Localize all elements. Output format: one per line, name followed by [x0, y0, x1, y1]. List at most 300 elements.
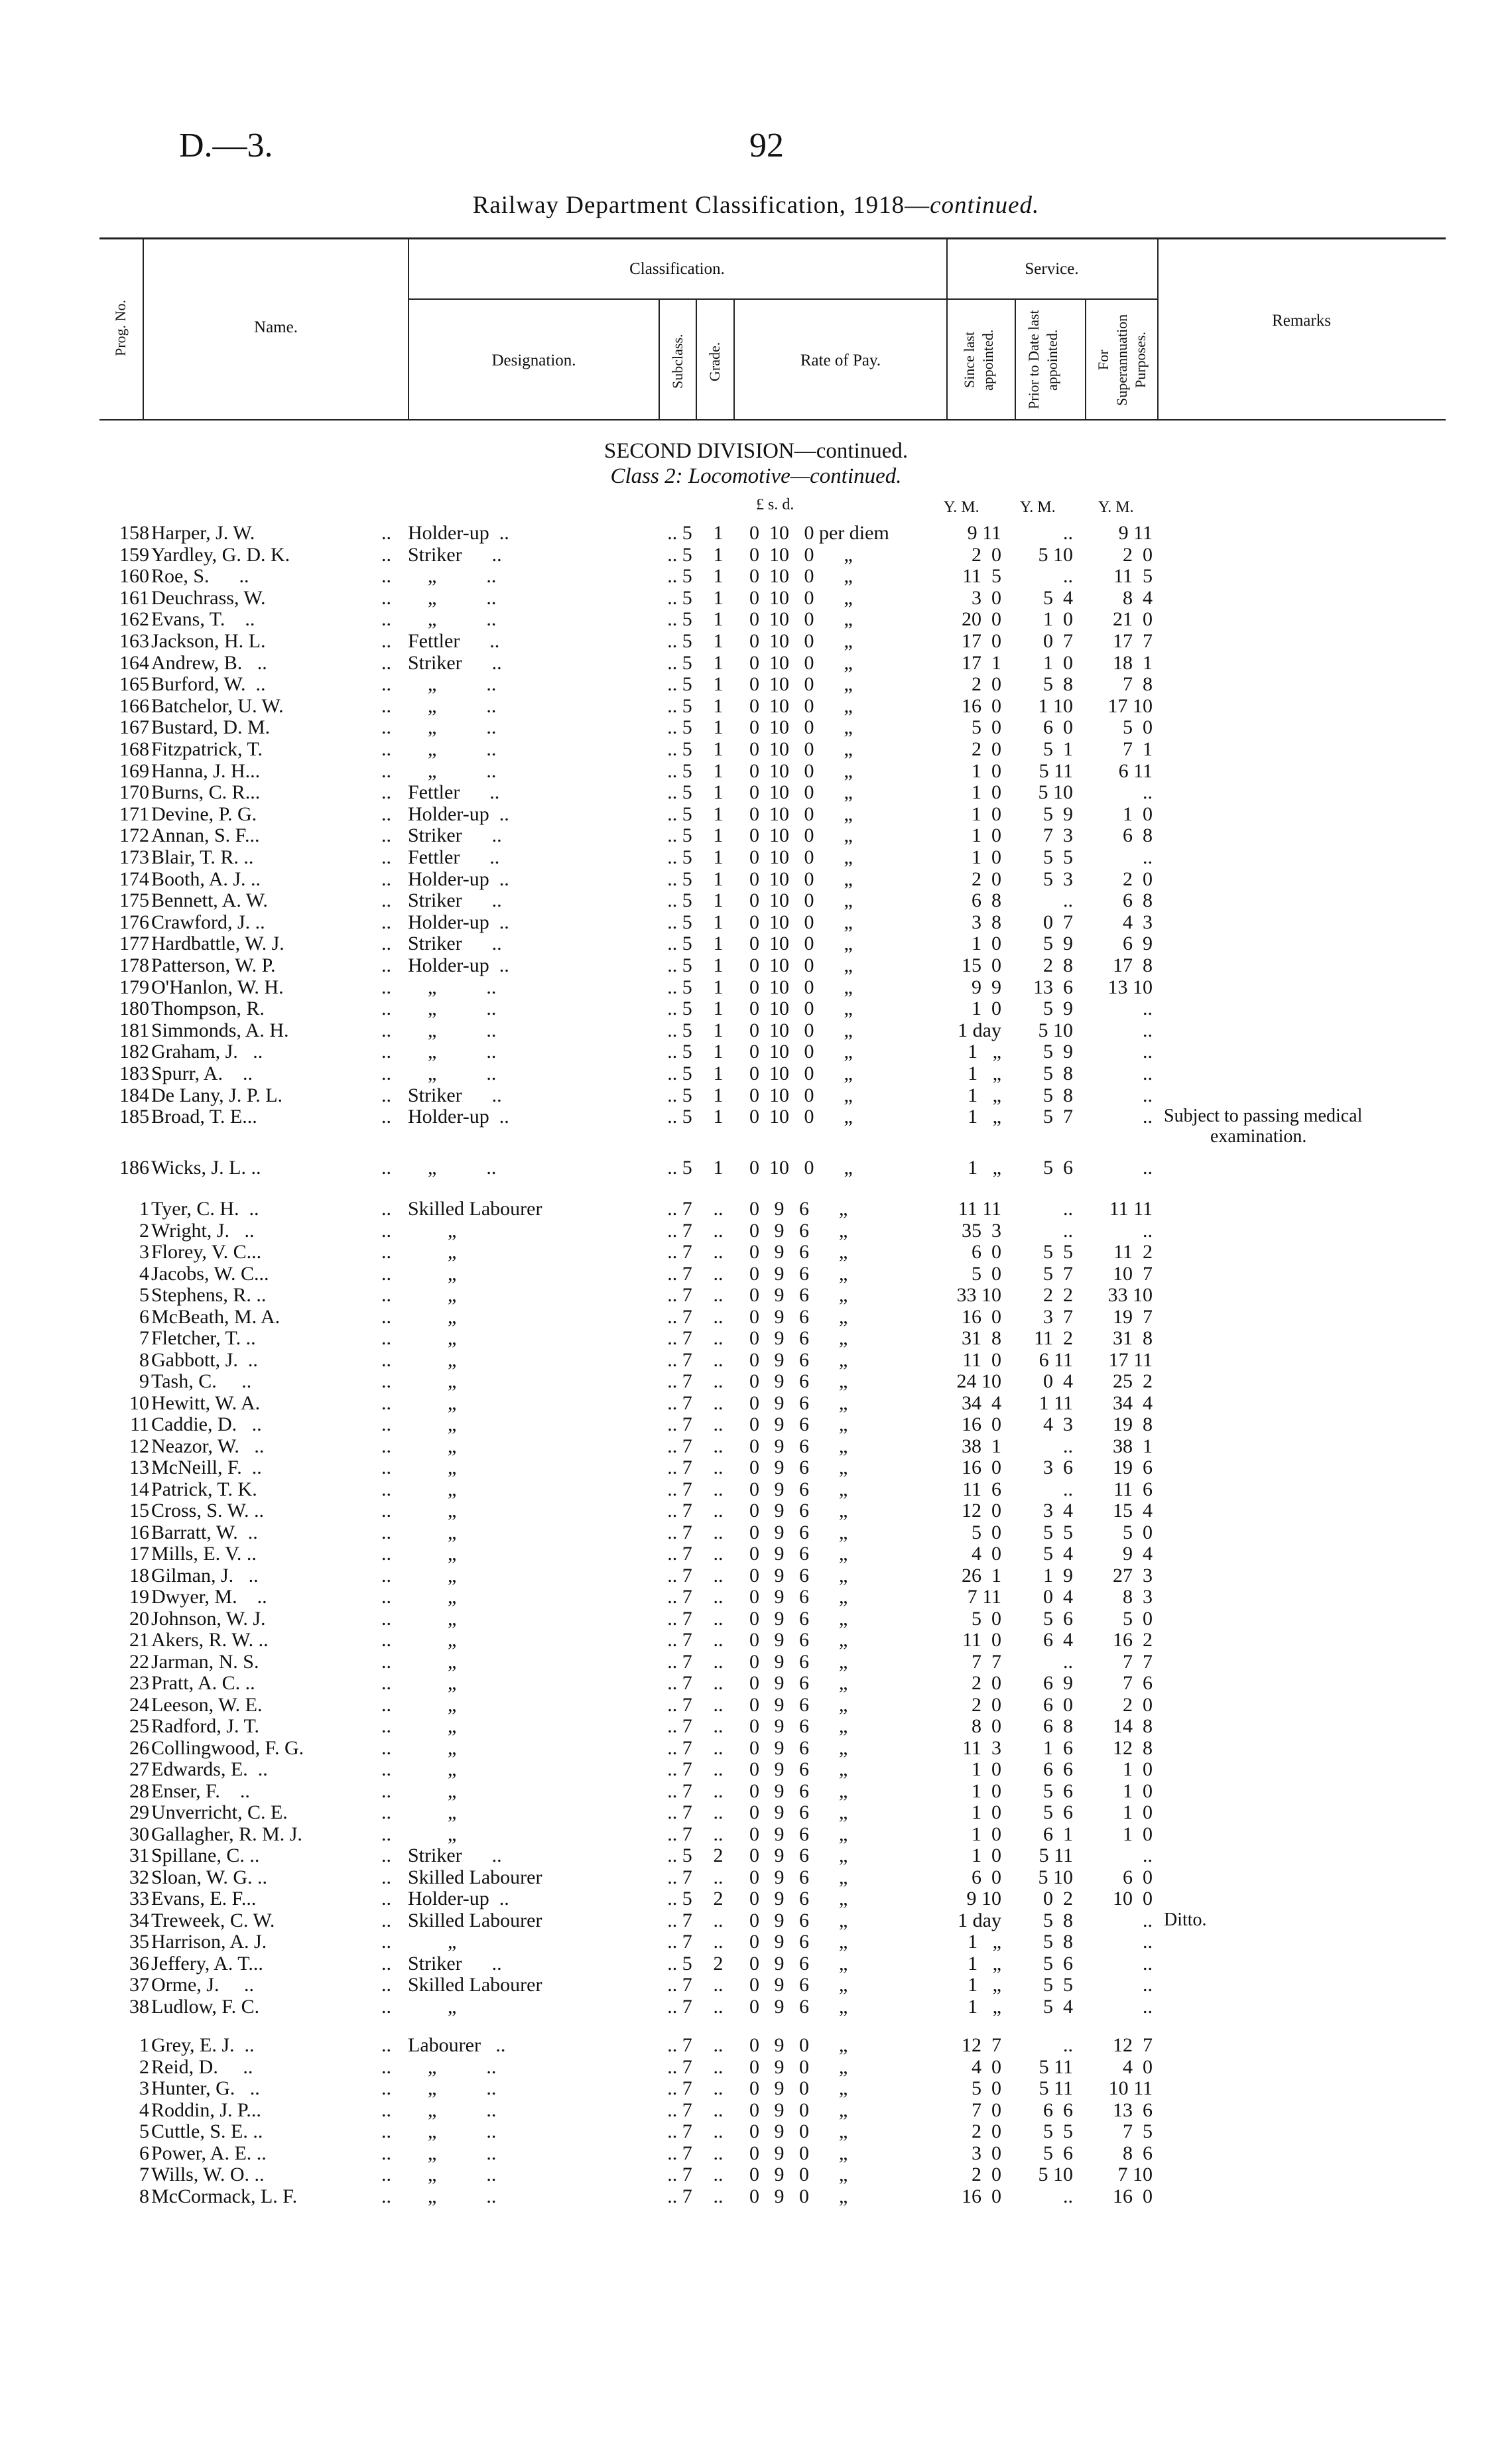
cell-subclass: .. 7 [667, 1931, 692, 1953]
cell-leader-dots: .. [381, 1564, 391, 1586]
cell-prior-to-date: 1 6 [1043, 1736, 1073, 1759]
table-row [0, 1565, 1512, 1586]
cell-since-last-appointed: 1 „ [968, 1084, 1001, 1106]
cell-subclass: .. 7 [667, 1607, 692, 1630]
cell-since-last-appointed: 38 1 [962, 1435, 1001, 1457]
cell-subclass: .. 7 [667, 1758, 692, 1780]
caption-main: Railway Department Classification, 1918— [472, 192, 930, 219]
cell-rate-of-pay: 0 10 0 „ [749, 651, 853, 674]
cell-leader-dots: .. [381, 1672, 391, 1694]
cell-superannuation: 5 0 [1123, 1521, 1153, 1543]
cell-leader-dots: .. [381, 716, 391, 739]
cell-since-last-appointed: 7 11 [967, 1586, 1001, 1608]
cell-superannuation: 12 7 [1113, 2034, 1153, 2056]
cell-name: Neazor, W. .. [151, 1435, 265, 1457]
cell-prog-no: 159 [119, 543, 149, 566]
table-row [0, 695, 1512, 717]
cell-designation: „ [408, 1305, 457, 1328]
cell-name: Tash, C. .. [151, 1370, 252, 1392]
cell-subclass: .. 5 [667, 846, 692, 868]
cell-prog-no: 35 [129, 1931, 149, 1953]
cell-name: Yardley, G. D. K. [151, 543, 290, 566]
cell-name: Jacobs, W. C... [151, 1262, 269, 1285]
cell-rate-of-pay: 0 9 6 „ [749, 1457, 848, 1478]
cell-rate-of-pay: 0 10 0 „ [749, 781, 853, 804]
cell-since-last-appointed: 6 0 [972, 1241, 1001, 1263]
cell-designation: „ .. [408, 759, 497, 782]
cell-leader-dots: .. [381, 1974, 391, 1996]
cell-leader-dots: .. [381, 586, 391, 609]
cell-prog-no: 5 [139, 1284, 149, 1306]
cell-name: Unverricht, C. E. [151, 1801, 288, 1823]
cell-subclass: .. 7 [667, 2185, 692, 2207]
cell-prog-no: 173 [119, 846, 149, 868]
table-row [0, 1586, 1512, 1608]
cell-leader-dots: .. [381, 694, 391, 717]
table-row [0, 954, 1512, 976]
cell-since-last-appointed: 1 day [958, 1019, 1001, 1041]
cell-leader-dots: .. [381, 673, 391, 696]
cell-designation: „ [408, 1823, 457, 1845]
cell-subclass: .. 5 [667, 954, 692, 976]
cell-name: Spillane, C. .. [151, 1845, 260, 1866]
cell-prior-to-date: 5 6 [1043, 1607, 1073, 1630]
cell-superannuation: .. [1143, 1063, 1153, 1084]
cell-prior-to-date: 5 10 [1038, 2164, 1073, 2185]
cell-subclass: .. 5 [667, 543, 692, 566]
cell-prior-to-date: 5 9 [1043, 803, 1073, 825]
cell-rate-of-pay: 0 9 6 „ [749, 1219, 848, 1242]
cell-leader-dots: .. [381, 651, 391, 674]
table-row [0, 976, 1512, 998]
cell-designation: „ [408, 1586, 457, 1608]
cell-prog-no: 32 [129, 1866, 149, 1888]
table-row [0, 1306, 1512, 1328]
table-row [0, 1629, 1512, 1651]
cell-grade: .. [713, 2034, 724, 2056]
cell-prior-to-date: .. [1063, 522, 1073, 544]
cell-rate-of-pay: 0 10 0 „ [749, 586, 853, 609]
cell-name: Patrick, T. K. [151, 1478, 257, 1500]
cell-rate-of-pay: 0 10 0 „ [749, 694, 853, 717]
cell-since-last-appointed: 1 0 [972, 998, 1001, 1020]
table-row [0, 889, 1512, 911]
cell-leader-dots: .. [381, 846, 391, 868]
cell-leader-dots: .. [381, 803, 391, 825]
cell-since-last-appointed: 11 6 [962, 1478, 1001, 1500]
cell-rate-of-pay: 0 9 6 „ [749, 1500, 848, 1521]
cell-rate-of-pay: 0 9 6 „ [749, 1780, 848, 1802]
cell-prog-no: 20 [129, 1607, 149, 1630]
header-name: Name. [254, 318, 298, 336]
cell-superannuation: .. [1143, 1106, 1153, 1128]
cell-subclass: .. 7 [667, 1413, 692, 1435]
cell-leader-dots: .. [381, 2120, 391, 2142]
cell-prior-to-date: 5 6 [1043, 1780, 1073, 1802]
table-row [0, 2099, 1512, 2121]
cell-grade: .. [713, 2077, 724, 2099]
cell-superannuation: 11 6 [1113, 1478, 1153, 1500]
cell-designation: Striker .. [408, 889, 502, 912]
cell-rate-of-pay: 0 9 6 „ [749, 1801, 848, 1823]
cell-prog-no: 17 [129, 1543, 149, 1565]
cell-rate-of-pay: 0 10 0 „ [749, 1041, 853, 1063]
cell-prog-no: 37 [129, 1974, 149, 1996]
cell-rate-of-pay: 0 9 6 „ [749, 1370, 848, 1392]
header-remarks: Remarks [1272, 312, 1331, 330]
cell-prior-to-date: 5 5 [1043, 846, 1073, 868]
cell-name: Evans, T. .. [151, 608, 255, 631]
cell-subclass: .. 5 [667, 1063, 692, 1084]
cell-prior-to-date: 5 9 [1043, 933, 1073, 955]
cell-since-last-appointed: 5 0 [972, 2077, 1001, 2099]
cell-prior-to-date: 5 10 [1038, 1866, 1073, 1888]
cell-subclass: .. 7 [667, 2120, 692, 2142]
cell-superannuation: .. [1143, 1952, 1153, 1974]
cell-leader-dots: .. [381, 1348, 391, 1371]
cell-superannuation: 10 0 [1113, 1888, 1153, 1910]
cell-superannuation: .. [1143, 1845, 1153, 1866]
cell-rate-of-pay: 0 10 0 „ [749, 1063, 853, 1084]
cell-since-last-appointed: 1 „ [968, 1931, 1001, 1953]
cell-leader-dots: .. [381, 1909, 391, 1931]
cell-name: Blair, T. R. .. [151, 846, 254, 868]
cell-grade: 1 [713, 565, 724, 588]
cell-since-last-appointed: 35 3 [962, 1219, 1001, 1242]
cell-prior-to-date: 5 6 [1043, 1801, 1073, 1823]
cell-grade: 1 [713, 694, 724, 717]
table-row [0, 565, 1512, 587]
cell-prog-no: 167 [119, 716, 149, 739]
cell-designation: „ .. [408, 716, 497, 739]
cell-rate-of-pay: 0 10 0 „ [749, 889, 853, 912]
cell-prog-no: 163 [119, 630, 149, 652]
cell-prior-to-date: 0 7 [1043, 911, 1073, 933]
cell-prog-no: 165 [119, 673, 149, 696]
col-sep-3 [659, 298, 660, 421]
cell-since-last-appointed: 34 4 [962, 1392, 1001, 1414]
cell-grade: 2 [713, 1888, 724, 1910]
cell-superannuation: 7 5 [1123, 2120, 1153, 2142]
cell-name: Akers, R. W. .. [151, 1629, 269, 1651]
cell-leader-dots: .. [381, 1284, 391, 1306]
cell-leader-dots: .. [381, 630, 391, 652]
cell-designation: „ .. [408, 2077, 497, 2099]
cell-prior-to-date: 3 4 [1043, 1500, 1073, 1521]
cell-grade: 2 [713, 1952, 724, 1974]
cell-leader-dots: .. [381, 759, 391, 782]
cell-prior-to-date: 0 4 [1043, 1586, 1073, 1608]
cell-leader-dots: .. [381, 1327, 391, 1349]
cell-designation: „ [408, 1758, 457, 1780]
page-number: 92 [749, 127, 784, 164]
cell-prior-to-date: 5 6 [1043, 1952, 1073, 1974]
table-row [0, 1672, 1512, 1694]
cell-subclass: .. 7 [667, 2034, 692, 2056]
cell-grade: .. [713, 1995, 724, 2018]
cell-since-last-appointed: 17 1 [962, 651, 1001, 674]
cell-rate-of-pay: 0 9 6 „ [749, 1974, 848, 1996]
table-header-bottom-rule [99, 419, 1446, 421]
cell-leader-dots: .. [381, 543, 391, 566]
table-row [0, 1106, 1512, 1147]
cell-prog-no: 14 [129, 1478, 149, 1500]
cell-prog-no: 162 [119, 608, 149, 631]
cell-designation: „ [408, 1348, 457, 1371]
cell-grade: .. [713, 1866, 724, 1888]
cell-prior-to-date: 5 8 [1043, 1084, 1073, 1106]
cell-subclass: .. 5 [667, 976, 692, 998]
cell-grade: .. [713, 1564, 724, 1586]
cell-prior-to-date: .. [1063, 2185, 1073, 2207]
cell-prog-no: 31 [129, 1845, 149, 1866]
table-row [0, 1284, 1512, 1306]
cell-subclass: .. 7 [667, 1370, 692, 1392]
table-row [0, 1198, 1512, 1220]
page-caption [0, 191, 1512, 220]
cell-grade: 1 [713, 954, 724, 976]
cell-subclass: .. 7 [667, 1629, 692, 1651]
cell-superannuation: .. [1143, 781, 1153, 804]
cell-prior-to-date: 5 5 [1043, 2120, 1073, 2142]
cell-name: Fletcher, T. .. [151, 1327, 256, 1349]
cell-grade: .. [713, 2185, 724, 2207]
cell-leader-dots: .. [381, 1693, 391, 1716]
cell-prog-no: 28 [129, 1780, 149, 1802]
cell-superannuation: 11 11 [1109, 1198, 1153, 1220]
cell-rate-of-pay: 0 9 6 „ [749, 1693, 848, 1716]
cell-designation: Holder-up .. [408, 954, 509, 976]
col-sep-4 [696, 298, 697, 421]
cell-grade: .. [713, 2099, 724, 2121]
cell-prior-to-date: 6 8 [1043, 1715, 1073, 1737]
cell-rate-of-pay: 0 9 0 „ [749, 2055, 848, 2078]
cell-prior-to-date: 6 0 [1043, 716, 1073, 739]
cell-prior-to-date: 2 8 [1043, 954, 1073, 976]
cell-since-last-appointed: 1 0 [972, 803, 1001, 825]
cell-prior-to-date: 1 0 [1043, 651, 1073, 674]
cell-designation: Fettler .. [408, 630, 500, 652]
cell-rate-of-pay: 0 9 6 „ [749, 1607, 848, 1630]
service-rule [946, 298, 1157, 300]
cell-subclass: .. 7 [667, 1348, 692, 1371]
cell-superannuation: 17 11 [1108, 1348, 1153, 1371]
table-row [0, 868, 1512, 890]
table-row [0, 1931, 1512, 1953]
cell-rate-of-pay: 0 10 0 „ [749, 716, 853, 739]
cell-name: McCormack, L. F. [151, 2185, 298, 2207]
cell-subclass: .. 5 [667, 651, 692, 674]
cell-prog-no: 175 [119, 889, 149, 912]
cell-since-last-appointed: 4 0 [972, 1543, 1001, 1565]
cell-subclass: .. 7 [667, 1715, 692, 1737]
cell-since-last-appointed: 1 0 [972, 1780, 1001, 1802]
cell-leader-dots: .. [381, 1198, 391, 1220]
cell-prior-to-date: 1 0 [1043, 608, 1073, 631]
cell-leader-dots: .. [381, 1219, 391, 1242]
cell-since-last-appointed: 1 0 [972, 824, 1001, 847]
cell-superannuation: 31 8 [1113, 1327, 1153, 1349]
cell-prior-to-date: 5 10 [1038, 543, 1073, 566]
cell-rate-of-pay: 0 10 0 „ [749, 565, 853, 588]
cell-leader-dots: .. [381, 933, 391, 955]
cell-since-last-appointed: 11 5 [962, 565, 1001, 588]
cell-superannuation: .. [1143, 1019, 1153, 1041]
cell-grade: .. [713, 1693, 724, 1716]
cell-name: Tyer, C. H. .. [151, 1198, 259, 1220]
cell-designation: Holder-up .. [408, 868, 509, 890]
table-row [0, 1866, 1512, 1888]
cell-designation: „ [408, 1284, 457, 1306]
cell-leader-dots: .. [381, 1758, 391, 1780]
cell-since-last-appointed: 2 0 [972, 1693, 1001, 1716]
table-row [0, 1715, 1512, 1737]
table-row [0, 1041, 1512, 1063]
cell-grade: .. [713, 1348, 724, 1371]
cell-leader-dots: .. [381, 1041, 391, 1063]
cell-name: Sloan, W. G. .. [151, 1866, 268, 1888]
cell-name: Roe, S. .. [151, 565, 249, 588]
cell-rate-of-pay: 0 10 0 „ [749, 933, 853, 955]
cell-rate-of-pay: 0 10 0 „ [749, 803, 853, 825]
col-sep-7 [1015, 298, 1016, 421]
cell-name: Hewitt, W. A. [151, 1392, 261, 1414]
cell-prog-no: 11 [130, 1413, 149, 1435]
cell-rate-of-pay: 0 9 6 „ [749, 1888, 848, 1910]
cell-grade: 1 [713, 738, 724, 760]
cell-prior-to-date: 5 6 [1043, 1157, 1073, 1179]
cell-name: Cross, S. W. .. [151, 1500, 265, 1521]
page-ref: D.—3. [179, 127, 273, 164]
cell-superannuation: 14 8 [1113, 1715, 1153, 1737]
cell-leader-dots: .. [381, 1435, 391, 1457]
cell-superannuation: 1 0 [1123, 1780, 1153, 1802]
cell-prior-to-date: 13 6 [1033, 976, 1073, 998]
cell-designation: „ [408, 1478, 457, 1500]
cell-name: Hardbattle, W. J. [151, 933, 284, 955]
table-row [0, 738, 1512, 760]
cell-designation: Striker .. [408, 1845, 502, 1866]
cell-name: Leeson, W. E. [151, 1693, 263, 1716]
cell-rate-of-pay: 0 10 0 „ [749, 1106, 853, 1128]
cell-prog-no: 6 [139, 2142, 149, 2164]
cell-grade: .. [713, 1262, 724, 1285]
cell-name: Gilman, J. .. [151, 1564, 259, 1586]
cell-leader-dots: .. [381, 1715, 391, 1737]
cell-remarks: Ditto. [1164, 1909, 1207, 1930]
cell-grade: .. [713, 1435, 724, 1457]
cell-rate-of-pay: 0 9 6 „ [749, 1866, 848, 1888]
cell-leader-dots: .. [381, 889, 391, 912]
cell-grade: .. [713, 1586, 724, 1608]
cell-designation: Holder-up .. [408, 1106, 509, 1128]
cell-superannuation: 19 6 [1113, 1457, 1153, 1478]
cell-subclass: .. 7 [667, 1672, 692, 1694]
cell-prog-no: 6 [139, 1305, 149, 1328]
cell-subclass: .. 5 [667, 933, 692, 955]
cell-grade: 1 [713, 1019, 724, 1041]
cell-prior-to-date: 6 1 [1043, 1823, 1073, 1845]
cell-prog-no: 3 [139, 2077, 149, 2099]
cell-since-last-appointed: 1 0 [972, 1845, 1001, 1866]
cell-prog-no: 15 [129, 1500, 149, 1521]
cell-prog-no: 29 [129, 1801, 149, 1823]
cell-designation: „ [408, 1413, 457, 1435]
cell-rate-of-pay: 0 10 0 „ [749, 673, 853, 696]
cell-prior-to-date: 5 5 [1043, 1521, 1073, 1543]
cell-designation: „ .. [408, 2164, 497, 2185]
cell-since-last-appointed: 11 11 [958, 1198, 1001, 1220]
cell-prog-no: 186 [119, 1157, 149, 1179]
cell-subclass: .. 5 [667, 1157, 692, 1179]
cell-name: Pratt, A. C. .. [151, 1672, 255, 1694]
cell-prog-no: 178 [119, 954, 149, 976]
cell-grade: .. [713, 2164, 724, 2185]
cell-leader-dots: .. [381, 2142, 391, 2164]
cell-grade: .. [713, 1823, 724, 1845]
table-row [0, 1063, 1512, 1084]
cell-rate-of-pay: 0 9 0 „ [749, 2077, 848, 2099]
cell-since-last-appointed: 2 0 [972, 1672, 1001, 1694]
table-row [0, 1974, 1512, 1996]
cell-subclass: .. 7 [667, 1241, 692, 1263]
cell-grade: .. [713, 1715, 724, 1737]
cell-prior-to-date: .. [1063, 2034, 1073, 2056]
cell-rate-of-pay: 0 10 0 „ [749, 1084, 853, 1106]
cell-grade: .. [713, 1219, 724, 1242]
cell-designation: Skilled Labourer [408, 1198, 542, 1220]
cell-leader-dots: .. [381, 2185, 391, 2207]
classification-rule [408, 298, 946, 300]
table-row [0, 2120, 1512, 2142]
cell-designation: „ [408, 1693, 457, 1716]
unit-since: Y. M. [944, 499, 979, 516]
table-row [0, 544, 1512, 566]
cell-leader-dots: .. [381, 1521, 391, 1543]
cell-since-last-appointed: 1 „ [968, 1995, 1001, 2018]
cell-rate-of-pay: 0 10 0 „ [749, 543, 853, 566]
cell-subclass: .. 7 [667, 1650, 692, 1673]
cell-designation: „ .. [408, 1063, 497, 1084]
cell-prior-to-date: 5 1 [1043, 738, 1073, 760]
table-row [0, 716, 1512, 738]
cell-designation: „ [408, 1457, 457, 1478]
cell-prog-no: 2 [139, 1219, 149, 1242]
cell-subclass: .. 7 [667, 2055, 692, 2078]
cell-grade: 1 [713, 543, 724, 566]
cell-prog-no: 169 [119, 759, 149, 782]
cell-designation: „ .. [408, 1041, 497, 1063]
cell-rate-of-pay: 0 10 0 „ [749, 911, 853, 933]
cell-grade: 1 [713, 673, 724, 696]
cell-grade: 1 [713, 1084, 724, 1106]
cell-name: Spurr, A. .. [151, 1063, 253, 1084]
cell-rate-of-pay: 0 9 6 „ [749, 1305, 848, 1328]
cell-rate-of-pay: 0 9 6 „ [749, 1672, 848, 1694]
cell-designation: „ [408, 1500, 457, 1521]
table-row [0, 1694, 1512, 1716]
cell-prior-to-date: 6 0 [1043, 1693, 1073, 1716]
cell-leader-dots: .. [381, 1543, 391, 1565]
cell-leader-dots: .. [381, 2164, 391, 2185]
cell-rate-of-pay: 0 10 0 „ [749, 824, 853, 847]
cell-name: Caddie, D. .. [151, 1413, 262, 1435]
cell-grade: .. [713, 1736, 724, 1759]
cell-grade: 1 [713, 630, 724, 652]
cell-rate-of-pay: 0 9 6 „ [749, 1715, 848, 1737]
cell-prior-to-date: 5 8 [1043, 1931, 1073, 1953]
cell-name: Wicks, J. L. .. [151, 1157, 261, 1179]
